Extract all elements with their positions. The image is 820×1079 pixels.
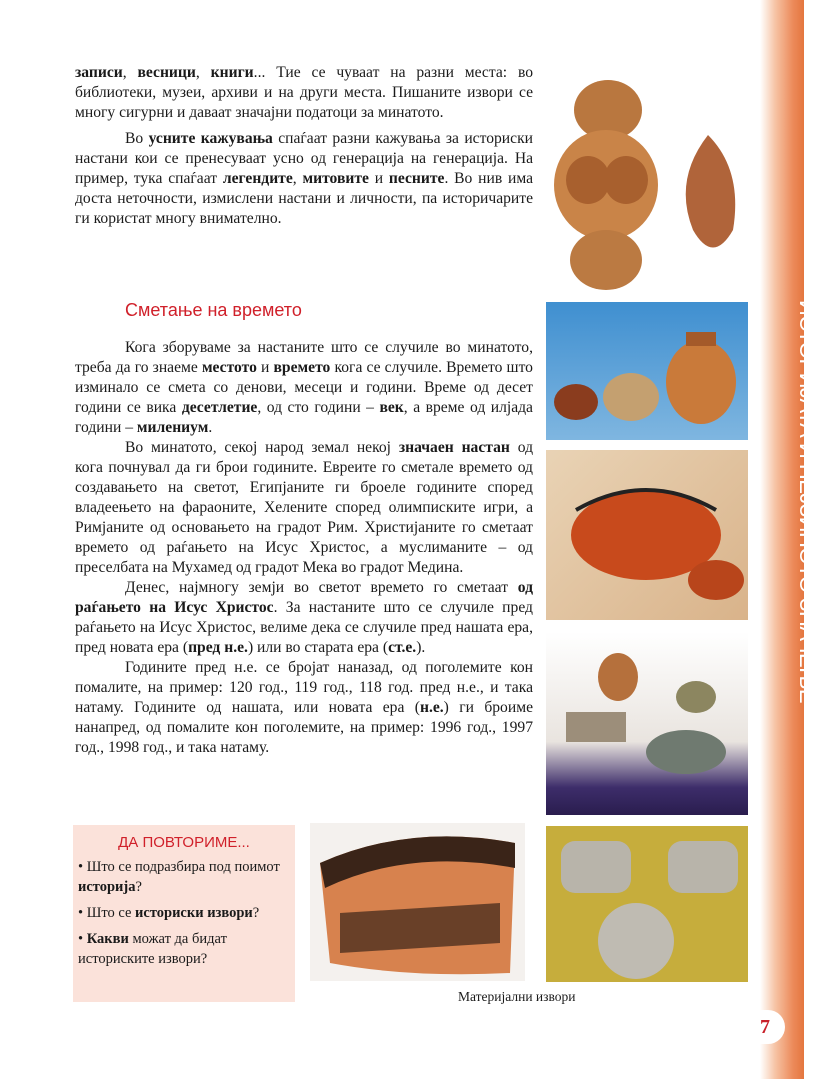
museum-exhibit-image	[546, 632, 748, 815]
text-run: , од сто години –	[257, 399, 380, 416]
text-run: . Во нив има доста неточности, измислени настани и личности, па историчарите ги користат многу внимателно.	[75, 170, 534, 227]
text-run: . За настаните што се случиле пред раѓањето на Исус Христос, велиме дека се случиле пред нашата ера, пред новата ера (	[75, 599, 533, 656]
pottery-image	[546, 302, 748, 440]
paragraph	[75, 63, 533, 123]
bold-term: милениум	[136, 419, 209, 436]
bold-term: местото	[201, 359, 257, 376]
text-run: ) ги броиме нанапред, од помалите кон поголемите, на пример: 1996 год., 1997 год., 1998 год., и така натаму.	[75, 699, 533, 756]
bold-term: десетлетие	[181, 399, 258, 416]
review-question	[73, 929, 295, 969]
text-run: .	[208, 419, 213, 436]
text-run: • Што се подразбира под поимот	[78, 859, 280, 875]
bold-term: од раѓањето на Исус Христос	[75, 579, 533, 616]
bold-term: историски извори	[135, 905, 253, 921]
bold-term: ст.е.	[388, 639, 417, 656]
paragraph	[75, 338, 533, 438]
bold-term: век	[379, 399, 404, 416]
text-run: , а време од илјада години –	[75, 399, 533, 436]
bold-term: книги	[210, 64, 254, 81]
text-run: Во	[125, 130, 149, 147]
chapter-title: ИСТОРИЈАТА И НЕЈЗИНОТО ЗНАЧЕЊЕ	[795, 300, 820, 704]
text-run: ... Тие се чуваат на разни места: во библиотеки, музеи, архиви и на други места. Пишаните извори се многу сигурни и даваат значајни податоци за минатото.	[75, 64, 534, 121]
bold-term: легендите	[222, 170, 293, 187]
bold-term: песните	[388, 170, 445, 187]
review-box	[73, 825, 295, 1002]
text-run: можат да бидат историските извори?	[78, 931, 227, 967]
section-heading: Сметање на времето	[125, 300, 302, 320]
text-run: ).	[416, 639, 426, 656]
text-run: од кога почнувал да ги брои годините. Евреите го сметале времето од создавањето на светот, Египјаните ги броеле годините според владеењето на фараоните, Хелените според олимписките игри, а Римјаните од основањето на градот Рим. Христијаните го сметаат времето од раѓањето на Исус Христос, а муслиманите – од преселбата на Мухамед од градот Мека во градот Медина.	[75, 439, 534, 576]
review-question	[73, 903, 295, 923]
bold-term: весници	[137, 64, 196, 81]
text-run: ,	[292, 170, 303, 187]
bold-term: записи	[75, 64, 123, 81]
paragraph	[75, 129, 533, 229]
page-number: 7	[745, 1010, 785, 1044]
text-run: ,	[122, 64, 138, 81]
text-run: ,	[195, 64, 211, 81]
bold-term: Какви	[86, 931, 129, 947]
main-text	[75, 338, 533, 758]
text-run: • Што се	[78, 905, 136, 921]
amulets-image	[546, 826, 748, 982]
text-run: Годините пред н.е. се бројат наназад, од поголемите кон помалите, на пример: 120 год., 119 год., 118 год. пред н.е., и така натаму. Годините од нашата, или новата ера (	[75, 659, 533, 716]
text-run: ?	[252, 905, 260, 921]
review-question	[73, 857, 295, 897]
text-run: Денес, најмногу земји во светот времето го сметаат	[125, 579, 518, 596]
text-run: спаѓаат разни кажувања за историски настани кои се пренесуваат усно од генерација на генерација. На пример, тука спаѓаат	[75, 130, 533, 187]
review-title: ДА ПОВТОРИМЕ...	[118, 834, 250, 851]
cave-painting-image	[546, 450, 748, 620]
text-run: и	[256, 359, 274, 376]
paragraph	[75, 658, 533, 758]
intro-text	[75, 63, 533, 229]
text-run: и	[368, 170, 389, 187]
text-run: ?	[135, 879, 142, 895]
text-run: ) или во старата ера (	[247, 639, 389, 656]
bold-term: времето	[273, 359, 331, 376]
text-run: •	[78, 931, 87, 947]
text-run: кога се случиле. Времето што изминало се смета со денови, месеци и години. Време од десет години се вика	[75, 359, 533, 416]
paragraph	[75, 438, 533, 578]
bold-term: усните кажувања	[148, 130, 273, 147]
bold-term: митовите	[302, 170, 369, 187]
paragraph	[75, 578, 533, 658]
bold-term: н.е.	[419, 699, 444, 716]
bold-term: пред н.е.	[188, 639, 248, 656]
review-questions	[73, 857, 295, 969]
bold-term: значаен настан	[398, 439, 510, 456]
image-caption: Материјални извори	[458, 989, 576, 1004]
bold-term: историја	[78, 879, 136, 895]
greek-vase-shard-image	[310, 823, 525, 981]
text-run: Кога зборуваме за настаните што се случиле во минатото, треба да го знаеме	[75, 339, 533, 376]
venus-figurine-image	[548, 60, 746, 292]
text-run: Во минатото, секој народ земал некој	[125, 439, 399, 456]
